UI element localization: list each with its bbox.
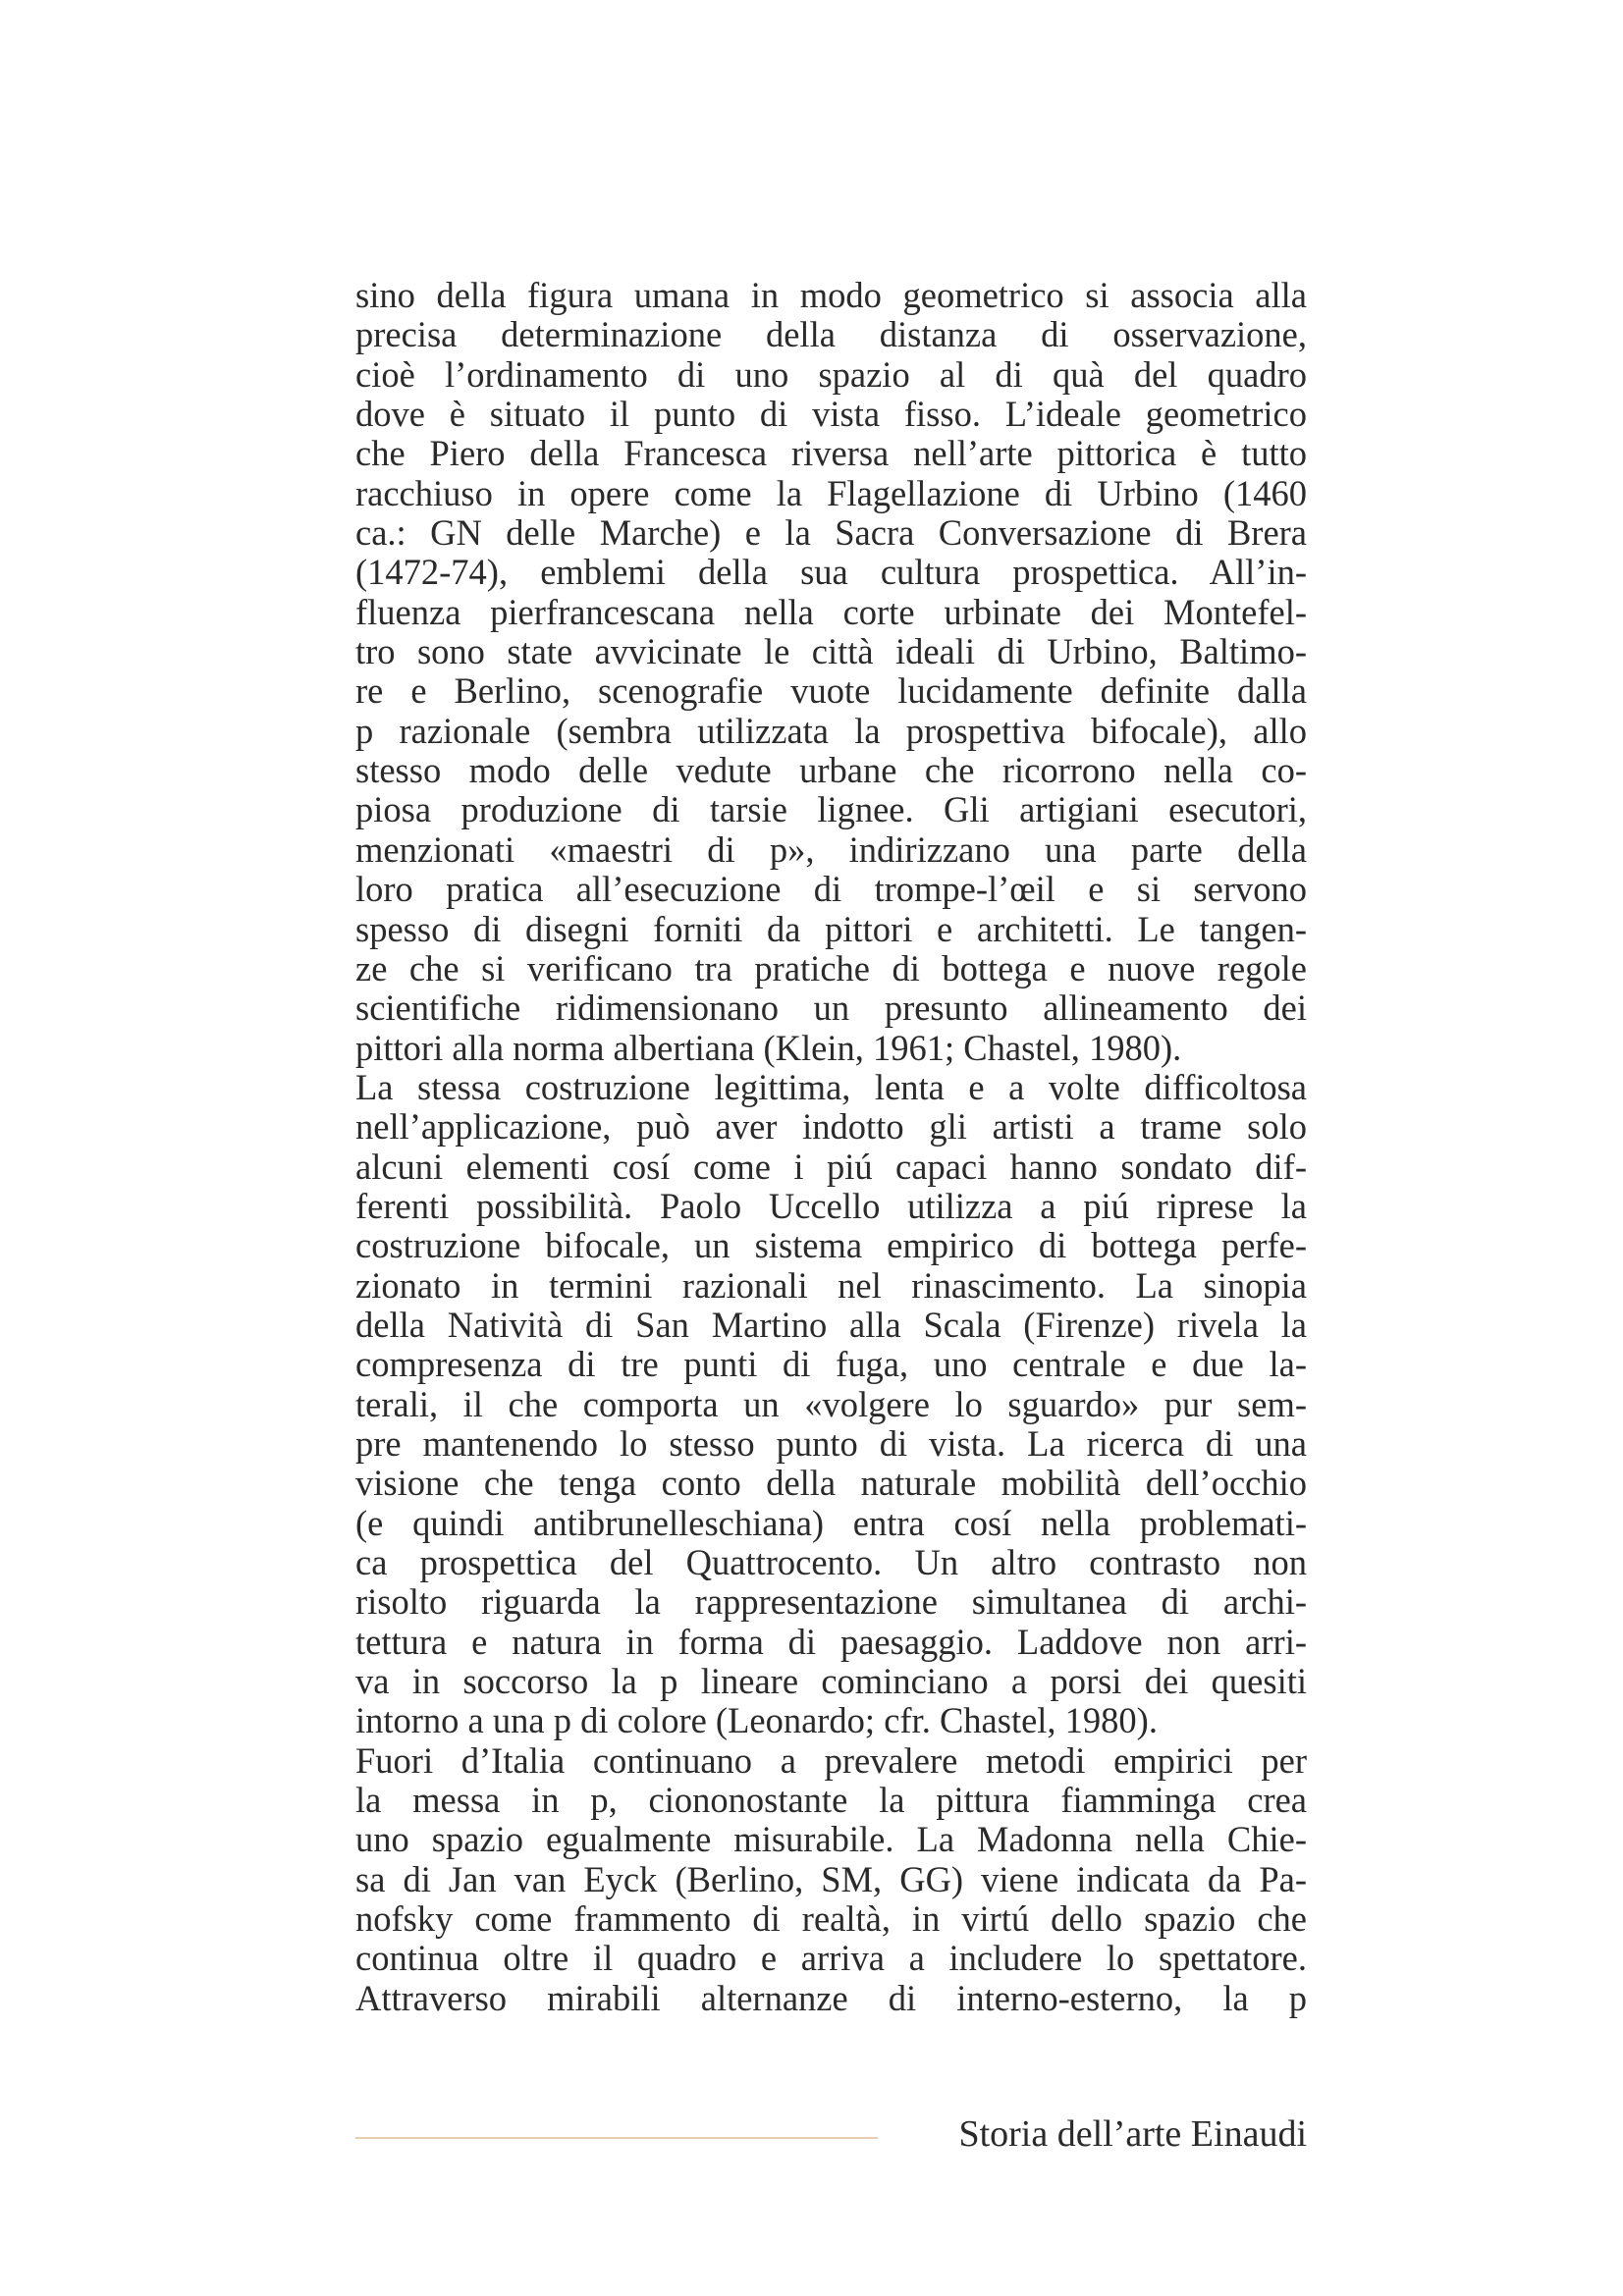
text-line: Fuori d’Italia continuano a prevalere metodi empirici per <box>355 1739 1307 1781</box>
text-line: cioè l’ordinamento di uno spazio al di quà del quadro <box>355 353 1307 395</box>
text-line: va in soccorso la p lineare cominciano a porsi dei quesiti <box>355 1661 1307 1702</box>
text-line: visione che tenga conto della naturale mobilità dell’occhio <box>355 1463 1307 1504</box>
text-line: stesso modo delle vedute urbane che ricorrono nella co- <box>355 750 1307 791</box>
body-text <box>355 276 1307 2018</box>
text-line: racchiuso in opere come la Flagellazione di Urbino (1460 <box>355 472 1307 513</box>
text-line: Attraverso mirabili alternanze di interno-esterno, la p <box>355 1977 1307 2018</box>
text-line: re e Berlino, scenografie vuote lucidamente definite dalla <box>355 670 1307 712</box>
text-line: tettura e natura in forma di paesaggio. Laddove non arri- <box>355 1621 1307 1662</box>
text-line: pre mantenendo lo stesso punto di vista. La ricerca di una <box>355 1422 1307 1464</box>
text-line: terali, il che comporta un «volgere lo sguardo» pur sem- <box>355 1383 1307 1424</box>
text-line: spesso di disegni forniti da pittori e architetti. Le tangen- <box>355 908 1307 949</box>
text-line: la messa in p, ciononostante la pittura fiamminga crea <box>355 1780 1307 1821</box>
text-line: (e quindi antibrunelleschiana) entra cosí nella problemati- <box>355 1502 1307 1543</box>
text-line: compresenza di tre punti di fuga, uno centrale e due la- <box>355 1344 1307 1385</box>
text-line: zionato in termini razionali nel rinascimento. La sinopia <box>355 1264 1307 1306</box>
text-line: nofsky come frammento di realtà, in virtú dello spazio che <box>355 1898 1307 1940</box>
text-line: (1472-74), emblemi della sua cultura prospettica. All’in- <box>355 552 1307 593</box>
text-line: pittori alla norma albertiana (Klein, 1961; Chastel, 1980). <box>355 1027 1182 1068</box>
text-line: continua oltre il quadro e arriva a includere lo spettatore. <box>355 1938 1307 1979</box>
text-line: menzionati «maestri di p», indirizzano una parte della <box>355 828 1307 870</box>
text-line: risolto riguarda la rappresentazione simultanea di archi- <box>355 1581 1307 1623</box>
text-line: che Piero della Francesca riversa nell’arte pittorica è tutto <box>355 433 1307 474</box>
text-line: loro pratica all’esecuzione di trompe-l’œil e si servono <box>355 869 1307 910</box>
publication-title: Storia dell’arte Einaudi <box>958 2113 1307 2155</box>
text-line: alcuni elementi cosí come i piú capaci hanno sondato dif- <box>355 1146 1307 1187</box>
footer-divider <box>355 2137 878 2139</box>
page-footer <box>355 2110 1307 2160</box>
text-line: precisa determinazione della distanza di osservazione, <box>355 314 1307 355</box>
text-line: dove è situato il punto di vista fisso. L’ideale geometrico <box>355 394 1307 435</box>
text-line: intorno a una p di colore (Leonardo; cfr. Chastel, 1980). <box>355 1700 1158 1741</box>
text-line: uno spazio egualmente misurabile. La Madonna nella Chie- <box>355 1819 1307 1860</box>
text-line: sino della figura umana in modo geometrico si associa alla <box>355 275 1307 315</box>
text-line: La stessa costruzione legittima, lenta e a volte difficoltosa <box>355 1066 1307 1107</box>
text-line: ca.: GN delle Marche) e la Sacra Conversazione di Brera <box>355 512 1307 554</box>
text-line: nell’applicazione, può aver indotto gli artisti a trame solo <box>355 1106 1307 1148</box>
text-line: sa di Jan van Eyck (Berlino, SM, GG) viene indicata da Pa- <box>355 1858 1307 1899</box>
text-line: tro sono state avvicinate le città ideali di Urbino, Baltimo- <box>355 631 1307 672</box>
text-line: costruzione bifocale, un sistema empirico di bottega perfe- <box>355 1225 1307 1266</box>
text-line: p razionale (sembra utilizzata la prospettiva bifocale), allo <box>355 710 1307 751</box>
text-line: fluenza pierfrancescana nella corte urbinate dei Montefel- <box>355 591 1307 632</box>
text-line: scientifiche ridimensionano un presunto allineamento dei <box>355 988 1307 1029</box>
text-line: piosa produzione di tarsie lignee. Gli artigiani esecutori, <box>355 789 1307 830</box>
text-line: ze che si verificano tra pratiche di bottega e nuove regole <box>355 947 1307 988</box>
text-line: ca prospettica del Quattrocento. Un altro contrasto non <box>355 1542 1307 1582</box>
text-line: ferenti possibilità. Paolo Uccello utilizza a piú riprese la <box>355 1185 1307 1226</box>
text-line: della Natività di San Martino alla Scala (Firenze) rivela la <box>355 1304 1307 1345</box>
